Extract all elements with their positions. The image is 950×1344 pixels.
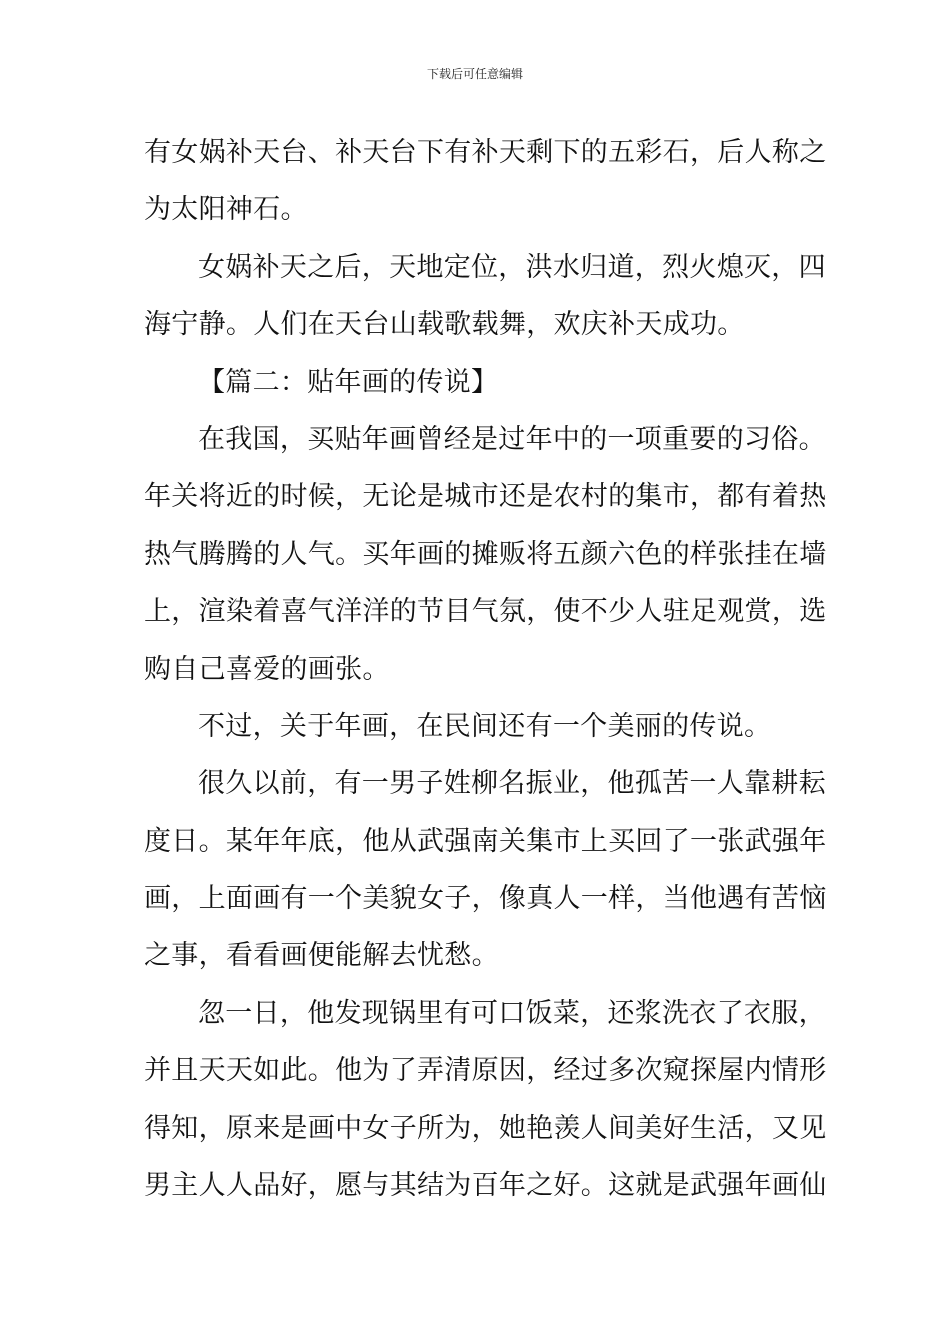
section-heading: 【篇二：贴年画的传说】: [198, 366, 499, 398]
page-header-note: 下载后可任意编辑: [426, 67, 523, 81]
text-line: 度日。某年年底，他从武强南关集市上买回了一张武强年: [144, 825, 827, 857]
text-line: 画，上面画有一个美貌女子，像真人一样，当他遇有苦恼: [144, 883, 827, 915]
paragraph-start: 忽一日，他发现锅里有可口饭菜，还浆洗衣了衣服，: [198, 997, 826, 1029]
text-line: 为太阳神石。: [144, 194, 308, 226]
text-line: 之事，看看画便能解去忧愁。: [144, 940, 499, 972]
text-line: 上，渲染着喜气洋洋的节目气氛，使不少人驻足观赏，选: [144, 596, 827, 628]
text-line: 年关将近的时候，无论是城市还是农村的集市，都有着热: [144, 481, 827, 513]
document-body: [144, 124, 827, 1214]
text-line: 得知，原来是画中女子所为，她艳羡人间美好生活，又见: [144, 1112, 827, 1144]
text-line: 海宁静。人们在天台山载歌载舞，欢庆补天成功。: [144, 309, 745, 341]
paragraph-start: 女娲补天之后，天地定位，洪水归道，烈火熄灭，四: [198, 251, 826, 283]
text-line: 购自己喜爱的画张。: [144, 653, 390, 685]
paragraph-start: 不过，关于年画，在民间还有一个美丽的传说。: [198, 710, 772, 742]
text-line: 男主人人品好，愿与其结为百年之好。这就是武强年画仙: [144, 1170, 827, 1202]
paragraph-start: 很久以前，有一男子姓柳名振业，他孤苦一人靠耕耘: [198, 768, 826, 800]
text-line: 热气腾腾的人气。买年画的摊贩将五颜六色的样张挂在墙: [144, 538, 827, 570]
text-line: 有女娲补天台、补天台下有补天剩下的五彩石，后人称之: [144, 137, 827, 168]
paragraph-start: 在我国，买贴年画曾经是过年中的一项重要的习俗。: [198, 423, 826, 455]
text-line: 并且天天如此。他为了弄清原因，经过多次窥探屋内情形: [144, 1055, 827, 1087]
